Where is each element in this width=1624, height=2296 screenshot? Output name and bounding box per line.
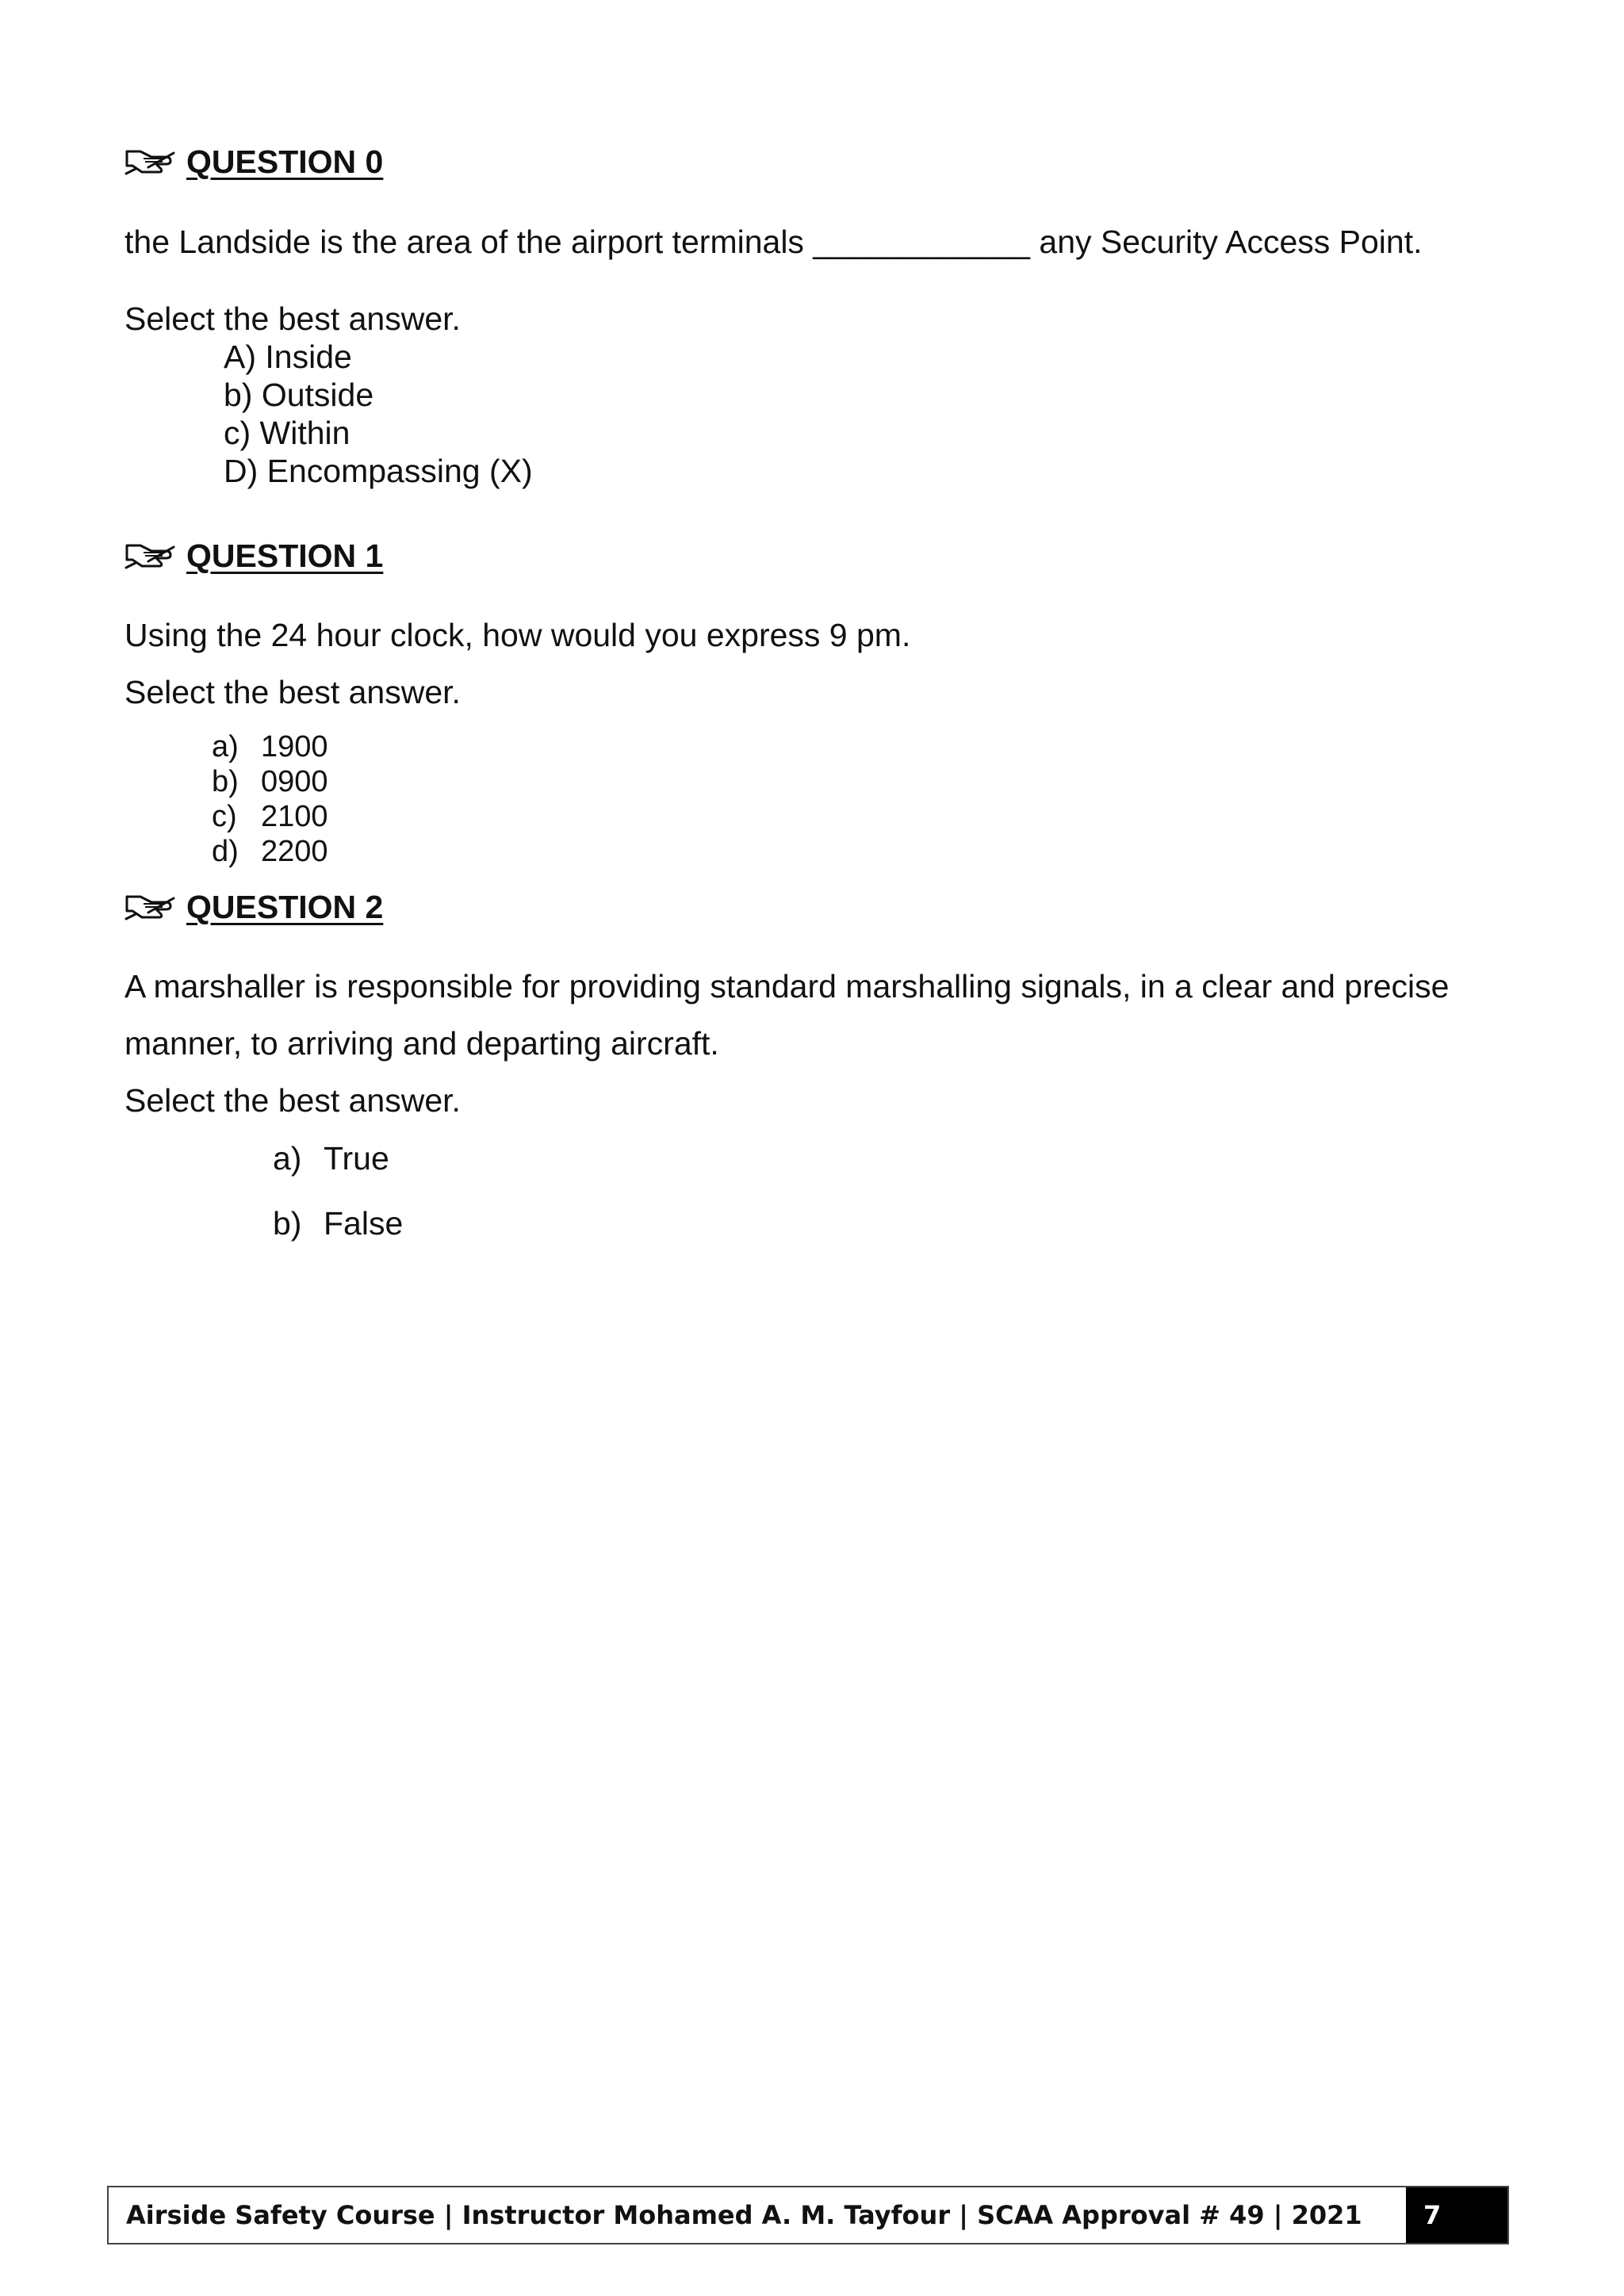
question-1-option-d[interactable] <box>212 834 328 869</box>
option-text: True <box>324 1140 389 1177</box>
question-0-option-a[interactable]: A) Inside <box>224 339 352 375</box>
question-1-prompt: Select the best answer. <box>124 674 461 710</box>
question-2-prompt: Select the best answer. <box>124 1082 461 1119</box>
question-0-prompt: Select the best answer. <box>124 300 461 337</box>
question-2-header <box>124 883 383 931</box>
question-0-option-d[interactable]: D) Encompassing (X) <box>224 453 533 489</box>
page-number: 7 <box>1406 2187 1507 2243</box>
writing-hand-icon <box>124 148 175 175</box>
question-0-header <box>124 138 383 186</box>
question-2-text-line-1: A marshaller is responsible for providing standard marshalling signals, in a clear and precise <box>124 968 1450 1004</box>
option-text: 1900 <box>261 730 328 763</box>
question-2-text-line-2: manner, to arriving and departing aircraft. <box>124 1025 719 1062</box>
option-text: 2200 <box>261 835 328 868</box>
question-1-title: QUESTION 1 <box>186 537 384 574</box>
question-1-option-c[interactable] <box>212 799 328 834</box>
option-text: 0900 <box>261 765 328 798</box>
question-0-text-before: the Landside is the area of the airport terminals <box>124 224 804 260</box>
question-0-option-c[interactable]: c) Within <box>224 415 350 451</box>
question-1-header <box>124 532 383 580</box>
question-0-text <box>124 222 1423 262</box>
option-letter: b) <box>212 765 239 798</box>
option-text: 2100 <box>261 800 328 833</box>
option-letter: b) <box>273 1205 302 1242</box>
question-0-blank: ____________ <box>813 224 1030 260</box>
question-1-text: Using the 24 hour clock, how would you express 9 pm. <box>124 617 911 653</box>
option-letter: a) <box>273 1140 302 1177</box>
option-letter: a) <box>212 730 239 763</box>
question-1-option-b[interactable] <box>212 764 328 799</box>
question-2-option-a[interactable] <box>273 1138 389 1178</box>
option-letter: d) <box>212 835 239 868</box>
question-2-title: QUESTION 2 <box>186 888 384 925</box>
option-letter: c) <box>212 800 237 833</box>
question-2-option-b[interactable] <box>273 1203 403 1243</box>
option-text: False <box>324 1205 404 1242</box>
page-footer <box>107 2186 1509 2244</box>
question-1-option-a[interactable] <box>212 729 328 764</box>
writing-hand-icon <box>124 542 175 569</box>
question-0-title: QUESTION 0 <box>186 143 384 180</box>
writing-hand-icon <box>124 894 175 920</box>
footer-text: Airside Safety Course | Instructor Mohamed A. M. Tayfour | SCAA Approval # 49 | 2021 <box>126 2200 1362 2230</box>
question-0-option-b[interactable]: b) Outside <box>224 377 374 413</box>
question-0-text-after: any Security Access Point. <box>1039 224 1423 260</box>
